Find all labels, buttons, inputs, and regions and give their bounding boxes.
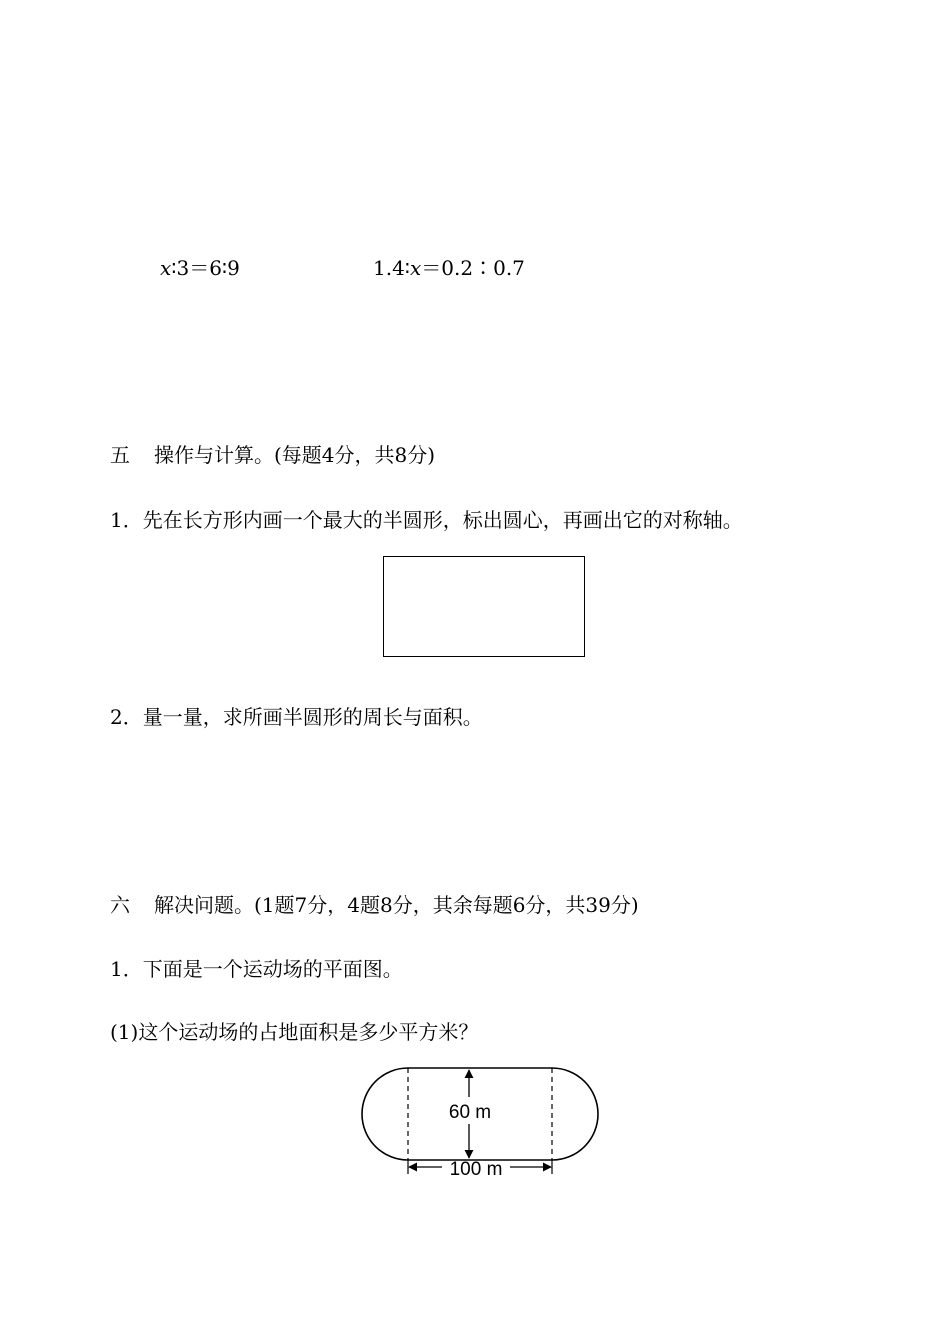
section-6-heading: [110, 893, 639, 917]
sports-field-diagram: [360, 1062, 600, 1184]
section-6-number: 六: [110, 893, 130, 917]
section-5-question-2: 2．量一量，求所画半圆形的周长与面积。: [110, 705, 483, 729]
equation-1-rest: ∶3＝6∶9: [171, 256, 240, 280]
section-5-heading: [110, 443, 435, 467]
width-label: 60 m: [448, 1102, 492, 1123]
section-5-title: 操作与计算。(每题4分，共8分): [154, 443, 436, 467]
equation-1: [160, 256, 240, 280]
section-5-number: 五: [110, 443, 130, 467]
equation-2-variable: x: [410, 256, 422, 280]
equation-2: [373, 256, 525, 280]
length-label: 100 m: [449, 1159, 503, 1180]
section-6-question-1-part-1: (1)这个运动场的占地面积是多少平方米？: [110, 1020, 479, 1044]
section-6-question-1: 1．下面是一个运动场的平面图。: [110, 957, 403, 981]
equation-1-variable: x: [160, 256, 172, 280]
section-5-question-1: 1．先在长方形内画一个最大的半圆形，标出圆心，再画出它的对称轴。: [110, 508, 743, 532]
equation-2-rest: ＝0.2∶0.7: [421, 256, 525, 280]
section-6-title: 解决问题。(1题7分，4题8分，其余每题6分，共39分): [154, 893, 639, 917]
equation-2-prefix: 1.4∶: [373, 256, 411, 280]
blank-rectangle: [383, 556, 585, 657]
